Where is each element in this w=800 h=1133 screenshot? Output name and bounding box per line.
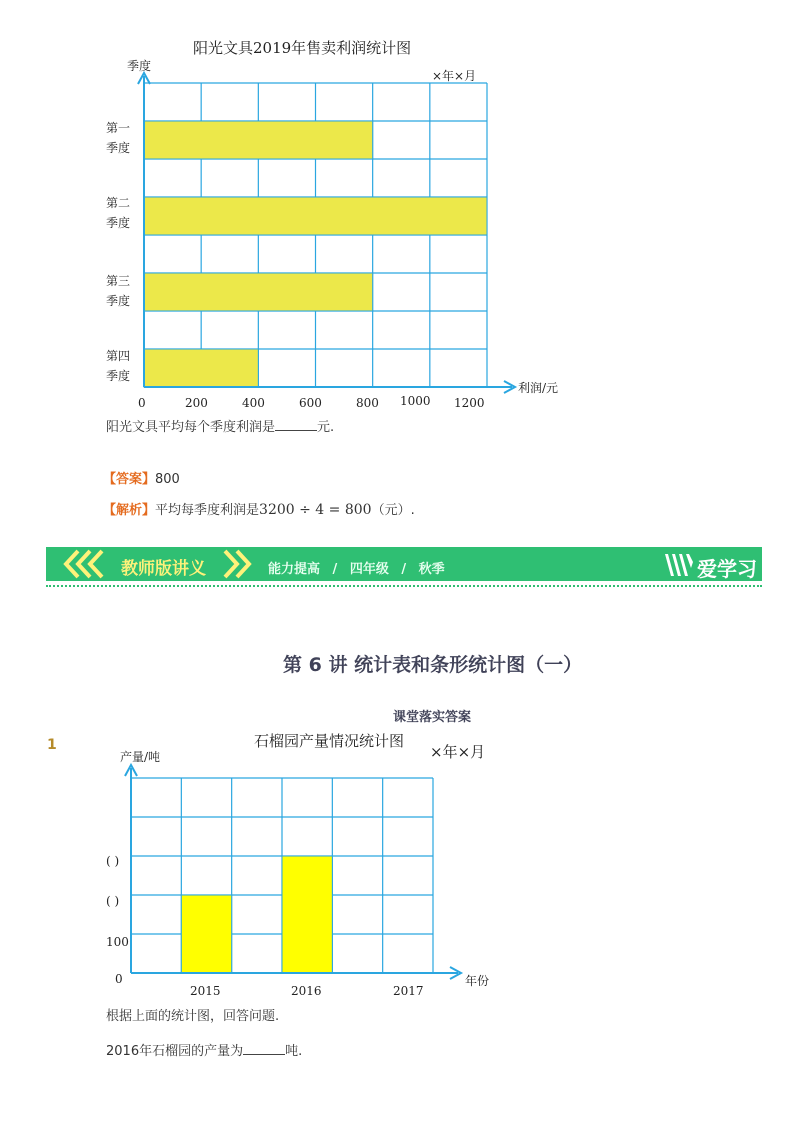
- banner-breadcrumb: 能力提高 / 四年级 / 秋季: [268, 562, 445, 577]
- chart2-y-tick: ( ): [106, 854, 120, 868]
- chart2-y-axis-label: 产量/吨: [120, 750, 161, 764]
- chart1-x-tick: 600: [299, 396, 322, 410]
- answer-blank[interactable]: [275, 418, 317, 431]
- chart1-x-tick: 200: [185, 396, 208, 410]
- chart2-x-tick: 2015: [190, 984, 221, 998]
- analysis-formula: 3200 ÷ 4 = 800: [259, 502, 372, 518]
- answer1: [103, 468, 180, 487]
- chart1-bar: [144, 273, 373, 311]
- chart1-y-axis-label: 季度: [127, 59, 152, 73]
- answer-tag: 【答案】: [103, 472, 156, 487]
- chart2-bar: [282, 856, 332, 973]
- logo-icon: [663, 550, 695, 578]
- logo-text: 爱学习: [697, 557, 757, 581]
- question2-intro: 根据上面的统计图，回答问题.: [106, 1009, 280, 1024]
- question1-text: 阳光文具平均每个季度利润是 元.: [106, 420, 335, 435]
- chart2-x-axis-label: 年份: [465, 974, 490, 988]
- chart1-category-label: 第一 季度: [106, 121, 131, 155]
- banner-main-title: 教师版讲义: [121, 559, 206, 579]
- analysis1: 【解析】平均每季度利润是3200 ÷ 4 = 800（元）.: [103, 502, 415, 518]
- chart1-x-tick: 400: [242, 396, 265, 410]
- chart2-bars: [181, 856, 332, 973]
- chart1-bar: [144, 197, 487, 235]
- chart1-bar: [144, 121, 373, 159]
- chart1-category-label: 第二 季度: [106, 196, 131, 230]
- chart1-x-axis-label: 利润/元: [518, 381, 559, 395]
- chart1-category-label: 第三 季度: [106, 274, 131, 308]
- question2-text: 2016年石榴园的产量为 吨.: [106, 1044, 303, 1059]
- section-title: 课堂落实答案: [393, 710, 472, 725]
- chart1-bar: [144, 349, 258, 387]
- chart2-date: ×年×月: [430, 743, 486, 761]
- lecture-title: 第 6 讲 统计表和条形统计图（一）: [283, 654, 583, 676]
- chart1-date: ×年×月: [432, 69, 477, 83]
- chart1-title: 阳光文具2019年售卖利润统计图: [193, 39, 412, 57]
- chart2-x-tick: 2016: [291, 984, 322, 998]
- chart2-bar: [181, 895, 231, 973]
- question-number: 1: [47, 737, 57, 753]
- chart1-x-tick: 1200: [454, 396, 485, 410]
- chart1-x-tick: 0: [138, 396, 146, 410]
- chart1-category-label: 第四 季度: [106, 349, 131, 383]
- answer-value: 800: [155, 472, 180, 487]
- banner-divider: [46, 585, 762, 587]
- analysis-tag: 【解析】: [103, 503, 156, 518]
- chart1-x-tick: 800: [356, 396, 379, 410]
- chevrons-left-icon: [60, 549, 120, 579]
- chart2-y-tick: 0: [115, 972, 123, 986]
- answer-blank[interactable]: [243, 1042, 285, 1055]
- chart1-x-tick: 1000: [400, 394, 431, 408]
- chart2-y-tick: 100: [106, 935, 129, 949]
- chevrons-right-icon: [221, 549, 261, 579]
- chart2-y-tick: ( ): [106, 894, 120, 908]
- chart2-x-tick: 2017: [393, 984, 424, 998]
- chart2-title: 石榴园产量情况统计图: [254, 732, 405, 750]
